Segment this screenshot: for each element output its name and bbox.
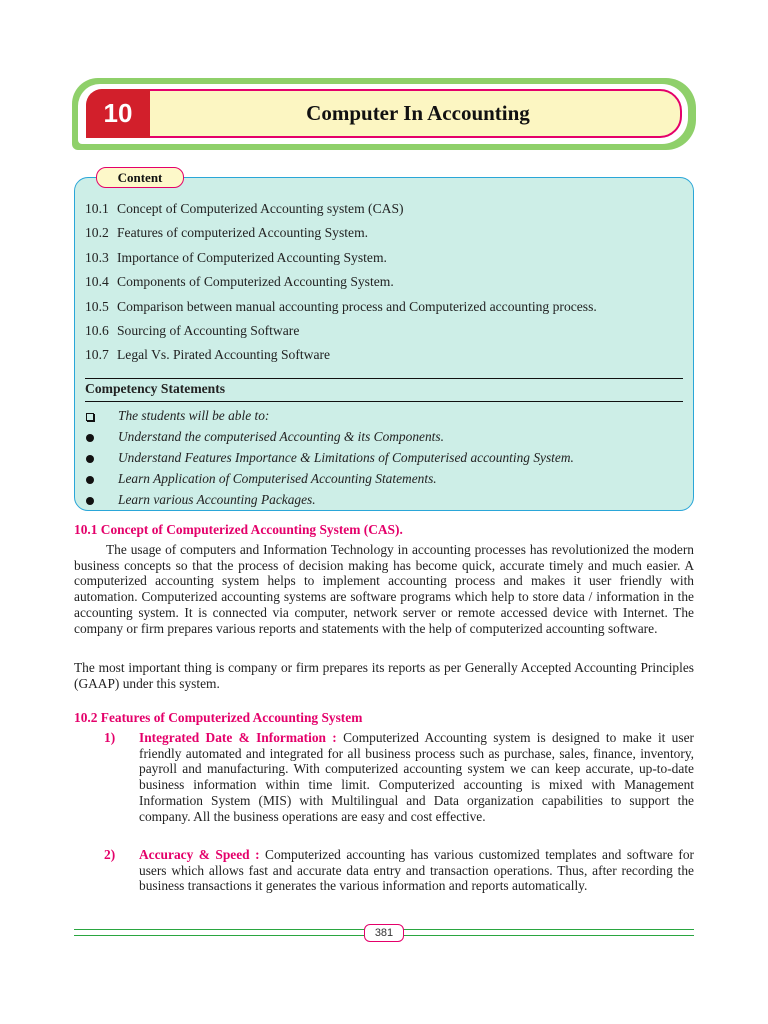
bullet-icon xyxy=(86,476,94,484)
competency-intro-text: The students will be able to: xyxy=(118,408,270,423)
toc-number: 10.3 xyxy=(85,249,109,265)
toc-item xyxy=(85,223,685,247)
feature-heading: Integrated Date & Information : xyxy=(139,730,337,745)
table-of-contents xyxy=(85,199,685,370)
content-tag: Content xyxy=(96,167,184,188)
toc-text: Comparison between manual accounting process and Computerized accounting process. xyxy=(117,298,597,314)
toc-text: Sourcing of Accounting Software xyxy=(117,322,300,338)
toc-item xyxy=(85,321,685,345)
toc-number: 10.6 xyxy=(85,322,109,338)
toc-number: 10.4 xyxy=(85,274,109,290)
bullet-icon xyxy=(86,497,94,505)
section-heading-10-1: 10.1 Concept of Computerized Accounting System (CAS). xyxy=(74,522,403,537)
toc-item xyxy=(85,248,685,272)
feature-text: Computerized accounting has various customized templates and software for users which allows fast and accurate data entry and transaction operations. Thus, after recording the business transactions it generates the various information and reports automatically. xyxy=(139,847,695,894)
toc-text: Importance of Computerized Accounting System. xyxy=(117,249,387,265)
toc-item xyxy=(85,345,685,369)
toc-text: Legal Vs. Pirated Accounting Software xyxy=(117,347,331,363)
section-10-1-paragraph-2: The most important thing is company or firm prepares its reports as per Generally Accepted Accounting Principles (GAAP) under this system. xyxy=(74,660,694,691)
bullet-icon xyxy=(86,434,94,442)
competency-item xyxy=(85,469,685,490)
competency-heading: Competency Statements xyxy=(85,381,226,396)
chapter-title: Computer In Accounting xyxy=(306,101,530,125)
bullet-icon xyxy=(86,455,94,463)
competency-list xyxy=(85,406,685,511)
toc-text: Concept of Computerized Accounting system (CAS) xyxy=(117,201,404,216)
toc-number: 10.2 xyxy=(85,225,109,241)
competency-top-rule xyxy=(85,378,683,379)
toc-number: 10.7 xyxy=(85,347,109,363)
competency-bottom-rule xyxy=(85,401,683,402)
toc-text: Features of computerized Accounting System. xyxy=(117,225,369,241)
page-number: 381 xyxy=(364,924,404,942)
toc-item xyxy=(85,272,685,296)
feature-item xyxy=(104,847,694,894)
toc-text: Components of Computerized Accounting System. xyxy=(117,274,394,290)
competency-item xyxy=(85,448,685,469)
competency-item xyxy=(85,427,685,448)
competency-item xyxy=(85,490,685,511)
competency-text: Learn Application of Computerised Accounting Statements. xyxy=(118,471,437,486)
toc-number: 10.1 xyxy=(85,201,109,216)
competency-intro xyxy=(85,406,685,427)
feature-number: 2) xyxy=(104,847,116,862)
feature-item xyxy=(104,730,694,824)
chapter-number: 10 xyxy=(86,89,150,138)
toc-item xyxy=(85,199,685,223)
section-heading-10-2: 10.2 Features of Computerized Accounting System xyxy=(74,710,363,725)
feature-text: Computerized Accounting system is designed to make it user friendly automated and integrated for all business process such as purchase, sales, finance, inventory, payroll and manufacturing. With computerized accounting system we can keep accurate, up-to-date business information within time limit. Computerized accounting is mixed with Management Information System (MIS) with Multilingual and Data organization capabilities to support the company. All the business operations are easy and cost effective. xyxy=(139,730,694,824)
checkbox-bullet-icon xyxy=(86,413,94,421)
section-10-1-paragraph-1: The usage of computers and Information Technology in accounting processes has revolutionized the modern business concepts so that the process of decision making has become quick, accurate timely and much easier. A computerized accounting system helps to implement accounting process and makes it user friendly with automation. Computerized accounting systems are software programs which help to store data / information in the accounting system. It is connected via computer, network server or remote accessed device with Internet. The company or firm prepares various reports and statements with the help of computerized accounting software. xyxy=(74,542,694,636)
toc-item xyxy=(85,297,685,321)
feature-heading: Accuracy & Speed : xyxy=(139,847,260,862)
competency-text: Learn various Accounting Packages. xyxy=(118,492,316,507)
competency-text: Understand Features Importance & Limitations of Computerised accounting System. xyxy=(118,450,574,465)
toc-number: 10.5 xyxy=(85,298,109,314)
feature-number: 1) xyxy=(104,730,116,745)
competency-text: Understand the computerised Accounting & its Components. xyxy=(118,429,444,444)
